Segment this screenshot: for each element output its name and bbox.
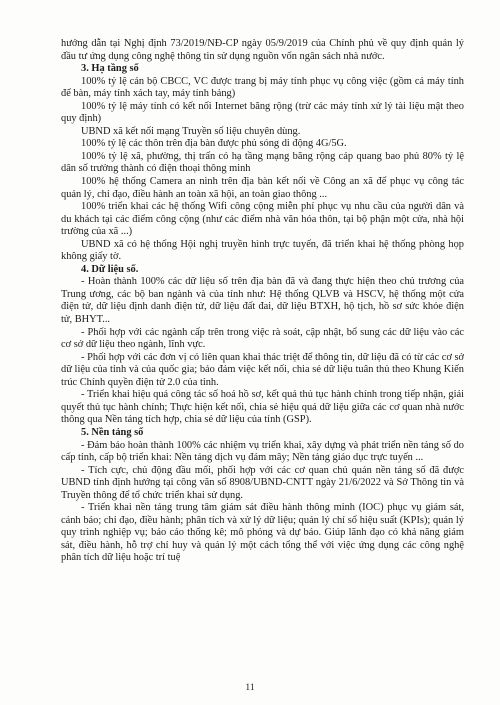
body-paragraph: 100% tỷ lệ xã, phường, thị trấn có hạ tầng mạng băng rộng cáp quang bao phủ 80% tỷ lệ dân số trưởng thành có điện thoại thông minh [61, 150, 464, 175]
body-paragraph: - Đảm bảo hoàn thành 100% các nhiệm vụ triển khai, xây dựng và phát triển nền tảng số do cấp tỉnh, cấp bộ triển khai: Nền tảng dịch vụ đám mây; Nền tảng giáo dục trực tuyến ... [61, 439, 464, 464]
body-paragraph: UBND xã kết nối mạng Truyền số liệu chuyên dùng. [81, 125, 301, 137]
body-paragraph: - Hoàn thành 100% các dữ liệu số trên địa bàn đã và đang thực hiện theo chủ trương của Trung ương, các bộ ban ngành và của tỉnh như: Hệ thống QLVB và HSCV, hệ thống một cửa điện tử, dữ liệu định danh điện tử, dữ liệu đất đai, dữ liệu BTXH, hộ tịch, hồ sơ sức khỏe điện tử, BHYT... [61, 276, 464, 326]
body-paragraph: - Phối hợp với các ngành cấp trên trong việc rà soát, cập nhật, bổ sung các dữ liệu vào các cơ sở dữ liệu theo ngành, lĩnh vực. [61, 326, 464, 351]
body-paragraph: 100% hệ thống Camera an ninh trên địa bàn kết nối về Công an xã để phục vụ công tác quản lý, chỉ đạo, điều hành an toàn xã hội, an toàn giao thông ... [61, 176, 464, 200]
section-heading: 4. Dữ liệu số. [81, 263, 139, 275]
section-heading: 3. Hạ tầng số [81, 63, 139, 75]
body-paragraph: hướng dẫn tại Nghị định 73/2019/NĐ-CP ngày 05/9/2019 của Chính phủ về quy định quản lý đầu tư ứng dụng công nghệ thông tin sử dụng nguồn vốn ngân sách nhà nước. [61, 38, 464, 62]
body-paragraph: - Phối hợp với các đơn vị có liên quan khai thác triệt để thông tin, dữ liệu đã có từ các cơ sở dữ liệu của tỉnh và của quốc gia; bảo đảm việc kết nối, chia sẻ dữ liệu tuân thủ theo Khung Kiến trúc Chính quyền điện tử 2.0 của tỉnh. [61, 351, 464, 388]
body-paragraph: 100% tỷ lệ máy tính có kết nối Internet băng rộng (trừ các máy tính xử lý tài liệu mật theo quy định) [61, 100, 464, 125]
body-paragraph: UBND xã có hệ thống Hội nghị truyền hình trực tuyến, đã triển khai hệ thống phòng họp không giấy tờ. [61, 238, 464, 263]
body-paragraph: 100% triển khai các hệ thống Wifi công cộng miễn phí phục vụ nhu cầu của người dân và du khách tại các điểm công cộng (như các điểm nhà văn hóa thôn, tại bộ phận một cửa, nhà hội trường của xã ...) [61, 201, 464, 238]
body-paragraph: 100% tỷ lệ cán bộ CBCC, VC được trang bị máy tính phục vụ công việc (gồm cả máy tính để bàn, máy tính xách tay, máy tính bảng) [61, 75, 464, 100]
body-paragraph: - Tích cực, chủ động đầu mối, phối hợp với các cơ quan chủ quản nền tảng số đã được UBND tỉnh định hướng tại công văn số 8908/UBND-CNTT ngày 21/6/2022 và Sở Thông tin và Truyền thông để tổ chức triển khai sử dụng. [61, 464, 464, 501]
document-body [61, 38, 464, 565]
section-heading: 5. Nền tảng số [81, 426, 144, 438]
page-number: 11 [245, 683, 255, 693]
body-paragraph: - Triển khai hiệu quả công tác số hoá hồ sơ, kết quả thủ tục hành chính trong tiếp nhận, giải quyết thủ tục hành chính; Thực hiện kết nối, chia sẻ hiệu quả dữ liệu giữa các cơ quan nhà nước thông qua Nền tảng tích hợp, chia sẻ dữ liệu của tỉnh (GSP). [61, 389, 464, 426]
body-paragraph: 100% tỷ lệ các thôn trên địa bàn được phủ sóng di động 4G/5G. [81, 138, 347, 150]
body-paragraph: - Triển khai nền tảng trung tâm giám sát điều hành thông minh (IOC) phục vụ giám sát, cảnh báo; chỉ đạo, điều hành; phân tích và xử lý dữ liệu; quản lý chỉ số hiệu suất (KPIs); quản lý quy trình nghiệp vụ; báo cáo thống kê; mô phỏng và dự báo. Giúp lãnh đạo có khả năng giám sát, điều hành, hỗ trợ chỉ huy và quản lý một cách tổng thể với việc ứng dụng các công nghệ phân tích dữ liệu hoặc trí tuệ [61, 502, 464, 564]
